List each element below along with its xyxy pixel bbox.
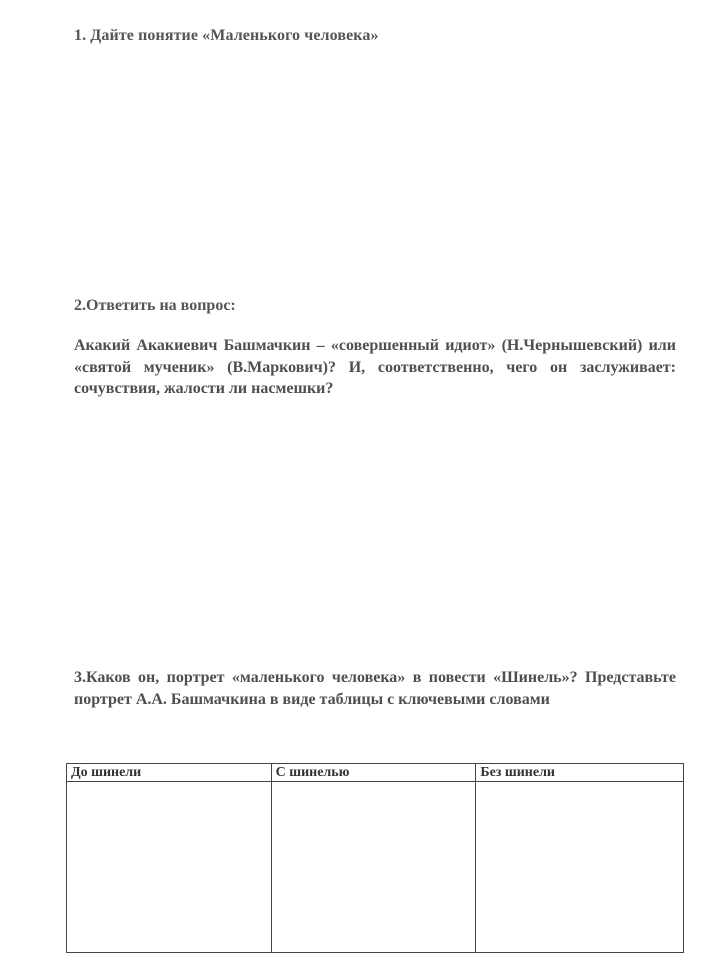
question-1-title: 1. Дайте понятие «Маленького человека»: [74, 27, 379, 44]
cell-before-overcoat[interactable]: [67, 782, 272, 953]
question-2-title: 2.Ответить на вопрос:: [74, 297, 236, 314]
table-row: [67, 782, 684, 953]
header-without-overcoat: Без шинели: [476, 764, 684, 782]
header-before-overcoat: До шинели: [67, 764, 272, 782]
table-header-row: [67, 764, 684, 782]
cell-without-overcoat[interactable]: [476, 782, 684, 953]
header-with-overcoat: С шинелью: [271, 764, 476, 782]
cell-with-overcoat[interactable]: [271, 782, 476, 953]
question-3-text: 3.Каков он, портрет «маленького человека» в повести «Шинель»? Представьте портрет А.А. Башмачкина в виде таблицы с ключевыми словами: [74, 669, 676, 708]
portrait-table: [66, 763, 684, 953]
question-2-text: Акакий Акакиевич Башмачкин – «совершенный идиот» (Н.Чернышевский) или «святой мученик» (В.Маркович)? И, соответственно, чего он заслуживает: сочувствия, жалости ли насмешки?: [74, 337, 676, 397]
